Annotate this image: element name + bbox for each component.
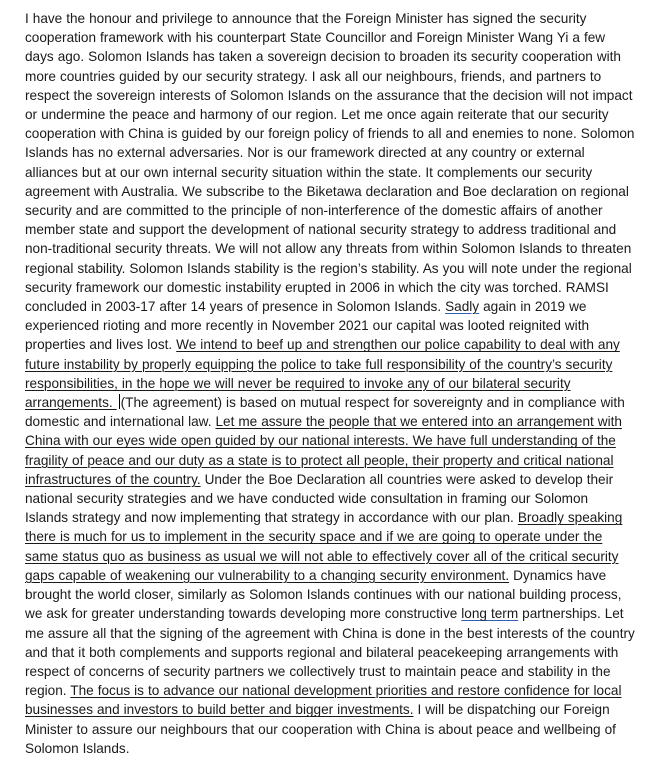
paragraph-text: partnerships. Let me assure all that the signing of the agreement with China is done in the best interests of the country and that it both complements and supports regional and bilateral peacekeeping arrangements with respect of concerns of security partners we collectively trust to maintain peace and stability in the region. <box>25 606 635 699</box>
document-paragraph[interactable] <box>25 9 635 758</box>
paragraph-text: I will be dispatching our Foreign Minister to assure our neighbours that our cooperation with China is about peace and wellbeing of Solomon Islands. <box>25 702 616 756</box>
underlined-text: Broadly speaking there is much for us to implement in the security space and if we are going to operate under the same status quo as business as usual we will not able to effectively cover all of the critical security gaps capable of weakening our vulnerability to a changing security environment. <box>25 510 623 583</box>
text-cursor <box>119 394 120 409</box>
paragraph-text: I have the honour and privilege to announce that the Foreign Minister has signed the security cooperation framework with his counterpart State Councillor and Foreign Minister Wang Yi a few days ago. Solomon Islands has taken a sovereign decision to broaden its security cooperation with more countries guided by our security strategy. I ask all our neighbours, friends, and partners to respect the sovereign interests of Solomon Islands on the assurance that the decision will not impact or undermine the peace and harmony of our region. Let me once again reiterate that our security cooperation with China is guided by our foreign policy of friends to all and enemies to none. Solomon Islands has no external adversaries. Nor is our framework directed at any country or external alliances but at our own internal security situation within the state. It complements our security agreement with Australia. We subscribe to the Biketawa declaration and Boe declaration on regional security and are committed to the principle of non-interference of the domestic affairs of another member state and support the development of national security strategy to address traditional and non-traditional security threats. We will not allow any threats from within Solomon Islands to threaten regional stability. Solomon Islands stability is the region’s stability. As you will note under the regional security framework our domestic instability erupted in 2006 in which the city was torched. RAMSI concluded in 2003-17 after 14 years of presence in Solomon Islands. <box>25 11 635 315</box>
paragraph-text: (The agreement) is based on mutual respect for sovereignty and in compliance with domestic and international law. <box>25 395 625 430</box>
spellcheck-flagged-text: long term <box>461 606 519 622</box>
underlined-text: We intend to beef up and strengthen our police capability to deal with any future instability by properly equipping the police to take full responsibility of the country’s security responsibilities, in the hope we will never be required to invoke any of our bilateral security arrangements. <box>25 337 620 411</box>
paragraph-text: Under the Boe Declaration all countries were asked to develop their national security strategies and we have conducted wide consultation in framing our Solomon Islands strategy and now implementing that strategy in accordance with our plan. <box>25 471 614 526</box>
underlined-text: The focus is to advance our national development priorities and restore confidence for local businesses and investors to build better and bigger investments. <box>25 683 622 718</box>
paragraph-text: again in 2019 we experienced rioting and more recently in November 2021 our capital was looted reignited with properties and lives lost. <box>25 299 590 353</box>
paragraph-text: Dynamics have brought the world closer, similarly as Solomon Islands continues with our national building process, we ask for greater understanding towards developing more constructive <box>25 567 622 622</box>
underlined-text: Let me assure the people that we entered into an arrangement with China with our eyes wide open guided by our national interests. We have full understanding of the fragility of peace and our duty as a state is to protect all people, their property and critical national infrastructures of the country. <box>25 414 622 487</box>
spellcheck-flagged-text: Sadly <box>445 299 480 315</box>
